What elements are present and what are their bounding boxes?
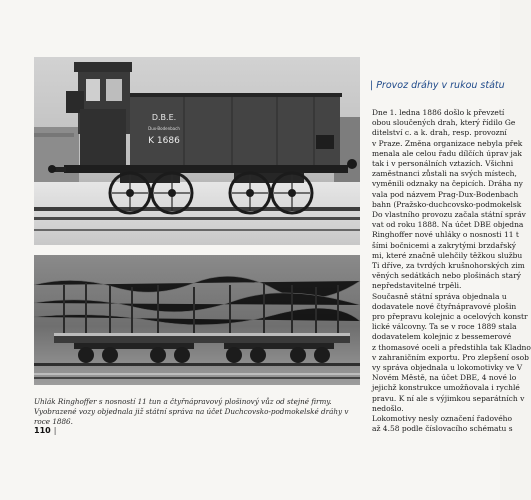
body-text-line: Novém Městě, na účet DBE, 4 nové lo — [372, 373, 517, 383]
body-text-line: Ringhoffer nové uhláky o nosnosti 11 t — [372, 230, 519, 240]
body-text-line: Ti dříve, za tvrdých krušnohorských zim — [372, 261, 525, 271]
body-text-line: dodavatelem kolejnic z bessemerové — [372, 332, 512, 342]
body-text-line: nedošlo. — [372, 403, 404, 413]
section-heading — [370, 80, 505, 91]
body-text-column — [372, 108, 531, 434]
body-text-line: v Praze. Změna organizace nebyla přek — [372, 138, 523, 148]
wagon-lettering-railway: D.B.E. — [151, 113, 177, 122]
body-text-line: pro přepravu kolejnic a ocelových konstr — [372, 312, 528, 322]
photo-caption: Uhlák Ringhoffer s nosností 11 tun a čtyřnápravový plošinový vůz od stejné firmy. Vyobrazené vozy objednala již státní správa na účet Duchcovsko-podmokelské dráhy v roce 1886. — [34, 397, 349, 426]
body-text-line: Dne 1. ledna 1886 došlo k převzetí — [372, 108, 505, 117]
flat-wagon-photo — [34, 255, 360, 385]
page-number-value: 110 — [34, 426, 51, 435]
body-text-line: vala pod názvem Prag-Dux-Bodenbach — [372, 189, 519, 199]
flat-wagon-image — [34, 255, 360, 385]
body-text-line: pravu. K ní ale s výjimkou separátních v — [372, 393, 525, 403]
heading-bar: | — [370, 80, 374, 91]
coal-wagon-image — [34, 57, 360, 245]
body-text-line: Do vlastního provozu začala státní správ — [372, 210, 526, 220]
wagon-lettering-route: Dux-Bodenbach — [148, 126, 180, 131]
page-number-separator: | — [53, 426, 57, 435]
body-text-line: Lokomotivy nesly označení řadového — [372, 414, 513, 424]
body-text-line: Současně státní správa objednala u — [372, 291, 507, 301]
body-text-line: v zahraničním exportu. Pro zlepšení osob — [372, 352, 529, 362]
body-text-line: z thomasové oceli a předstihla tak Kladno — [372, 342, 531, 352]
body-text-line: vyměnili odznaky na čepicích. Dráha ny — [372, 179, 523, 189]
body-text-line: jejichž konstrukce umožňovala i rychlé — [372, 383, 520, 393]
coal-wagon-photo — [34, 57, 360, 245]
body-text-line: věných sedátkách nebo plošinách starý — [372, 271, 521, 281]
wagon-lettering-number: K 1686 — [148, 136, 180, 146]
page-number — [34, 426, 56, 435]
body-text-line: dodavatele nové čtyřnápravové plošin — [372, 301, 517, 311]
body-text-line: tak i v personálních vztazích. Všichni — [372, 159, 514, 169]
body-text-line: lické válcovny. Ta se v roce 1889 stala — [372, 322, 517, 332]
body-text-line: nepředstavitelné trpěli. — [372, 281, 462, 291]
section-heading-text: Provoz dráhy v rukou státu — [376, 80, 505, 91]
body-text-line: vat od roku 1888. Na účet DBE objedna — [372, 220, 524, 230]
body-text-line: ditelství c. a k. drah, resp. provozní — [372, 128, 507, 138]
body-text-line: až 4.58 podle číslovacího schématu s — [372, 424, 513, 434]
body-text-line: bahn (Pražsko-duchcovsko-podmokelsk — [372, 199, 522, 209]
body-text-line: mi, které značně ulehčily těžkou službu — [372, 250, 523, 260]
body-text-line: šími bočnicemi a zakrytými brzdařský — [372, 240, 517, 250]
body-text-line: obou sloučených drah, který řídilo Ge — [372, 118, 516, 128]
body-text-line: vy správa objednala u lokomotivky ve V — [372, 363, 523, 373]
body-text-line: zaměstnanci zůstali na svých místech, — [372, 169, 517, 179]
body-text-line: menala ale celou řadu dílčích úprav jak — [372, 148, 522, 158]
